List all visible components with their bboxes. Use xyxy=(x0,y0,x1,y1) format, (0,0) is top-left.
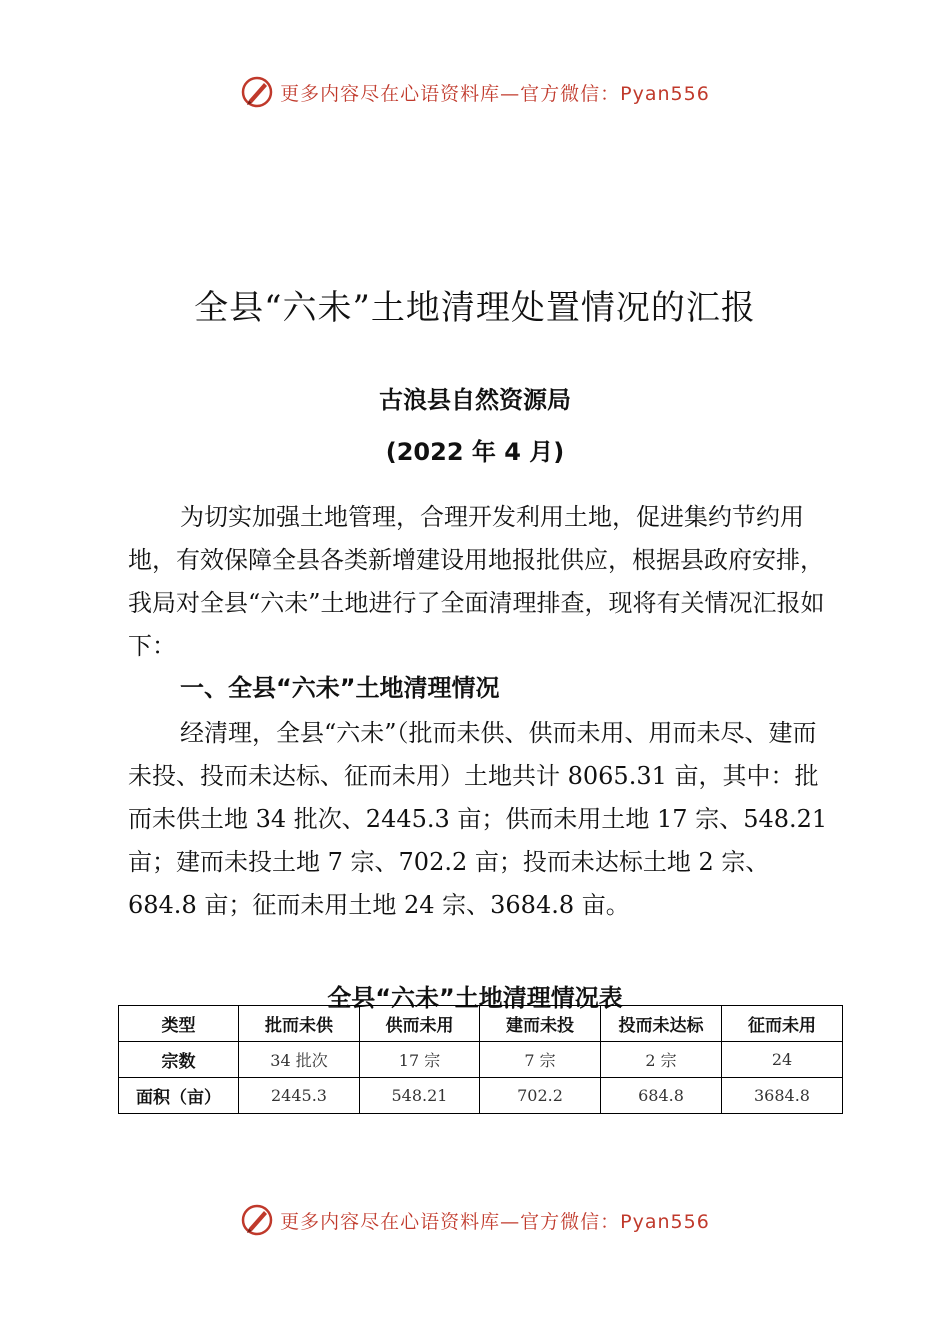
banner-label: 更多内容尽在心语资料库—官方微信： xyxy=(280,1210,621,1233)
banner-text xyxy=(280,1207,710,1234)
header-banner xyxy=(0,72,950,112)
cell-count-2: 17 宗 xyxy=(360,1042,480,1078)
land-clearance-table xyxy=(118,1005,843,1114)
organization-name: 古浪县自然资源局 xyxy=(379,386,571,414)
header-supplied-not-used: 供而未用 xyxy=(360,1006,480,1042)
header-acquired-not-used: 征而未用 xyxy=(722,1006,843,1042)
footer-banner xyxy=(0,1200,950,1240)
cell-count-1: 34 批次 xyxy=(239,1042,360,1078)
intro-paragraph: 为切实加强土地管理，合理开发利用土地，促进集约节约用地，有效保障全县各类新增建设用地报批供应，根据县政府安排，我局对全县“六未”土地进行了全面清理排查，现将有关情况汇报如下： xyxy=(128,503,825,660)
table-row-count xyxy=(119,1042,843,1078)
banner-label: 更多内容尽在心语资料库—官方微信： xyxy=(280,82,621,105)
header-invested-not-standard: 投而未达标 xyxy=(601,1006,722,1042)
section-1-paragraph: 经清理，全县“六未”（批而未供、供而未用、用而未尽、建而未投、投而未达标、征而未用）土地共计 8065.31 亩，其中：批而未供土地 34 批次、2445.3 亩；供而未用土地 17 宗、548.21 亩；建而未投土地 7 宗、702.2 亩；投而未达标土地 2 宗、684.8 亩；征而未用土地 24 宗、3684.8 亩。 xyxy=(128,719,828,919)
banner-wechat-id: Pyan556 xyxy=(620,1210,710,1233)
row-label-area: 面积（亩） xyxy=(119,1078,239,1114)
header-built-not-invested: 建而未投 xyxy=(480,1006,601,1042)
cell-area-5: 3684.8 xyxy=(722,1078,843,1114)
banner-text xyxy=(280,79,710,106)
section-1-heading: 一、全县“六未”土地清理情况 xyxy=(180,674,500,702)
table-header-row xyxy=(119,1006,843,1042)
cell-area-1: 2445.3 xyxy=(239,1078,360,1114)
table-title: 全县“六未”土地清理情况表 xyxy=(327,984,623,1012)
cell-count-5: 24 xyxy=(722,1042,843,1078)
pen-logo-icon xyxy=(240,75,274,109)
pen-logo-icon xyxy=(240,1203,274,1237)
table-row-area xyxy=(119,1078,843,1114)
header-type: 类型 xyxy=(119,1006,239,1042)
row-label-count: 宗数 xyxy=(119,1042,239,1078)
header-approved-not-supplied: 批而未供 xyxy=(239,1006,360,1042)
cell-count-4: 2 宗 xyxy=(601,1042,722,1078)
cell-area-2: 548.21 xyxy=(360,1078,480,1114)
document-title: 全县“六未”土地清理处置情况的汇报 xyxy=(194,288,756,328)
document-date: (2022 年 4 月) xyxy=(385,438,565,466)
cell-count-3: 7 宗 xyxy=(480,1042,601,1078)
cell-area-3: 702.2 xyxy=(480,1078,601,1114)
banner-wechat-id: Pyan556 xyxy=(620,82,710,105)
cell-area-4: 684.8 xyxy=(601,1078,722,1114)
